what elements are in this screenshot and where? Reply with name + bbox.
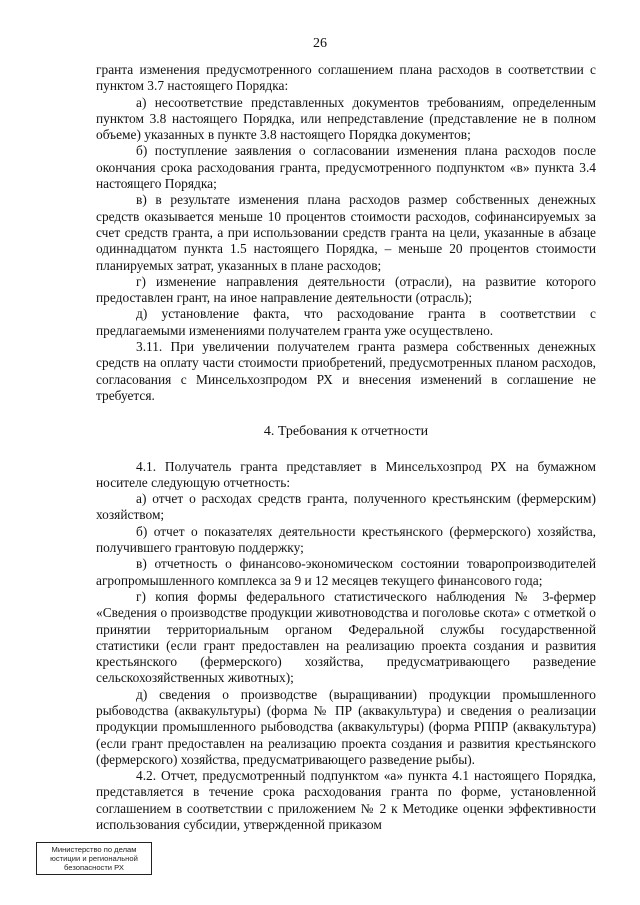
stamp-line-2: юстиции и региональной xyxy=(50,854,138,863)
paragraph-v: в) в результате изменения плана расходов размер собственных денежных средств оказывается меньше 10 процентов стоимости расходов, софинансируемых за счет средств гранта, а при использовании средств гранта на цели, указанные в абзаце одиннадцатом пункта 1.5 настоящего Порядка, – меньше 20 процентов стоимости планируемых затрат, указанных в плане расходов; xyxy=(96,192,596,273)
paragraph-4-1-v: в) отчетность о финансово-экономическом состоянии товаропроизводителей агропромышленного комплекса за 9 и 12 месяцев текущего финансового года; xyxy=(96,556,596,588)
page-number: 26 xyxy=(313,36,327,51)
stamp-line-1: Министерство по делам xyxy=(51,845,137,854)
paragraph-4-1-b: б) отчет о показателях деятельности крестьянского (фермерского) хозяйства, получившего грантовую поддержку; xyxy=(96,523,596,556)
document-body xyxy=(96,62,596,833)
paragraph-4-1-d: д) сведения о производстве (выращивании) продукции промышленного рыбоводства (аквакультуры) (форма № ПР (аквакультура) и сведения о реализации продукции промышленного рыбоводства (аквакультуры) (форма РППР (аквакультура) (если грант предоставлен на реализацию проекта создания и развития крестьянского (фермерского) хозяйства, предусматривающего разведение рыбы). xyxy=(96,686,596,767)
paragraph-3-11: 3.11. При увеличении получателем гранта размера собственных денежных средств на оплату части стоимости приобретений, предусмотренных планом расходов, согласования с Минсельхозпродом РХ и внесения изменений в соглашение не требуется. xyxy=(96,339,596,403)
paragraph-4-1-g: г) копия формы федерального статистического наблюдения № 3-фермер «Сведения о производстве продукции животноводства и поголовье скота» с отметкой о принятии территориальным органом Федеральной службы государственной статистики (если грант предоставлен на реализацию проекта создания и развития крестьянского (фермерского) хозяйства, предусматривающего разведение сельскохозяйственных животных); xyxy=(96,588,596,686)
paragraph-d: д) установление факта, что расходование гранта в соответствии с предлагаемыми изменениями получателем гранта уже осуществлено. xyxy=(96,306,596,338)
paragraph-g: г) изменение направления деятельности (отрасли), на развитие которого предоставлен грант, на иное направление деятельности (отрасль); xyxy=(96,273,596,306)
section-heading: 4. Требования к отчетности xyxy=(263,424,429,440)
paragraph-4-1: 4.1. Получатель гранта представляет в Минсельхозпрод РХ на бумажном носителе следующую отчетность: xyxy=(96,458,596,490)
stamp-line-3: безопасности РХ xyxy=(64,863,124,872)
paragraph-4-1-a: а) отчет о расходах средств гранта, полученного крестьянским (фермерским) хозяйством; xyxy=(96,491,596,523)
paragraph-a: а) несоответствие представленных документов требованиям, определенным пунктом 3.8 настоящего Порядка, или непредставление (представление не в полном объеме) указанных в пункте 3.8 настоящего Порядка документов; xyxy=(96,94,596,143)
paragraph-b: б) поступление заявления о согласовании изменения плана расходов после окончания срока расходования гранта, предусмотренного подпунктом «в» пункта 3.4 настоящего Порядка; xyxy=(96,143,596,192)
ministry-stamp xyxy=(36,842,152,875)
paragraph-4-2: 4.2. Отчет, предусмотренный подпунктом «а» пункта 4.1 настоящего Порядка, представляется в течение срока расходования гранта по форме, установленной соглашением в соответствии с приложением № 2 к Методике оценки эффективности использования субсидии, утвержденной приказом xyxy=(96,768,596,833)
paragraph-intro: гранта изменения предусмотренного соглашением плана расходов в соответствии с пунктом 3.7 настоящего Порядка: xyxy=(96,62,596,94)
